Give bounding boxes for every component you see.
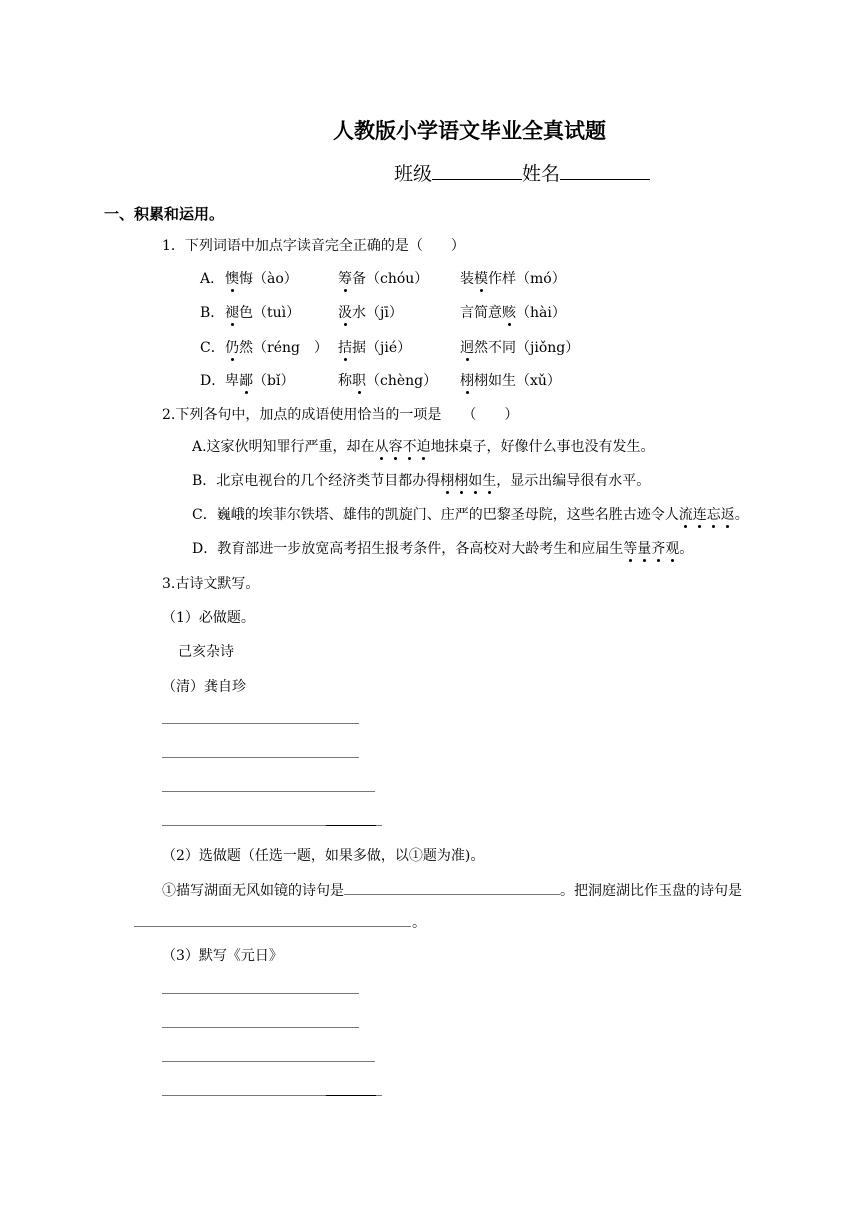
word-text: 然不同（jiǒng） — [474, 340, 580, 356]
option-c-text: C．巍峨的埃菲尔铁塔、雄伟的凯旋门、庄严的巴黎圣母院，这些名胜古迹令人 — [192, 507, 679, 523]
section-heading: 一、积累和运用。 — [104, 205, 225, 223]
dotted-char: 生 — [482, 473, 497, 489]
word-text: 据（jié） — [352, 340, 412, 356]
fill-prompt-b: 。把洞庭湖比作玉盘的诗句是 — [560, 883, 742, 899]
word-text: 栩如生（xǔ） — [474, 373, 561, 389]
word-text: 装 — [460, 271, 474, 287]
option-a-text: 地抹桌子，好像什么事也没有发生。 — [430, 439, 655, 455]
answer-line-segment — [326, 825, 376, 826]
dotted-char: 流 — [678, 507, 693, 523]
dotted-char: 赅 — [502, 305, 516, 321]
question-3-part-3: （3）默写《元日》 — [162, 948, 283, 964]
q1-word — [225, 370, 294, 390]
option-b-text: ，显示出编导很有水平。 — [496, 473, 651, 489]
q1-word — [338, 302, 403, 322]
answer-line[interactable] — [162, 1027, 359, 1028]
option-b-text: B．北京电视台的几个经济类节目都办得 — [192, 473, 441, 489]
question-2-option-a — [192, 436, 655, 456]
fill-end: 。 — [412, 915, 426, 931]
option-d-text: D．教育部进一步放宽高考招生报考条件，各高校对大龄考生和应届生 — [192, 541, 624, 557]
fill-prompt-a: ①描写湖面无风如镜的诗句是 — [162, 883, 344, 899]
dotted-char: 忘 — [706, 507, 721, 523]
word-text: 然（réng ） — [239, 340, 328, 356]
q1-word — [460, 268, 566, 288]
dotted-char: 鄙 — [239, 373, 253, 389]
word-text: 水（jī） — [352, 305, 403, 321]
word-text: 称 — [338, 373, 352, 389]
word-text: 作样（mó） — [488, 271, 566, 287]
q1-option-label — [200, 370, 225, 390]
dotted-char: 从 — [374, 439, 389, 455]
dotted-char: 观 — [665, 541, 680, 557]
poem-author: （清）龚自珍 — [162, 679, 246, 695]
option-a-text: A.这家伙明知罪行严重，却在 — [192, 439, 375, 455]
q1-option-label — [200, 302, 224, 322]
option-label: D． — [200, 373, 226, 389]
word-text: 言简意 — [460, 305, 502, 321]
question-2-option-c — [192, 504, 749, 524]
option-d-text: 。 — [679, 541, 694, 557]
dotted-char: 迥 — [460, 340, 474, 356]
class-name-row — [394, 159, 650, 186]
class-blank[interactable] — [432, 163, 522, 180]
class-label: 班级 — [394, 163, 433, 185]
dotted-char: 迫 — [416, 439, 431, 455]
q1-word — [460, 370, 561, 390]
q1-word — [460, 302, 566, 322]
option-label: A． — [200, 271, 225, 287]
option-label: B． — [200, 305, 225, 321]
q1-option-label — [200, 268, 224, 288]
question-3-part-1: （1）必做题。 — [162, 610, 255, 626]
dotted-char: 仍 — [225, 340, 239, 356]
q1-word — [338, 268, 428, 288]
fill-in-row — [162, 878, 742, 900]
dotted-char: 等 — [623, 541, 638, 557]
question-2-stem: 2.下列各句中，加点的成语使用恰当的一项是 （ ） — [162, 407, 519, 423]
page-title: 人教版小学语文毕业全真试题 — [333, 118, 606, 143]
option-label: C． — [200, 340, 225, 356]
dotted-char: 筹 — [338, 271, 352, 287]
name-blank[interactable] — [560, 163, 650, 180]
word-text: （chèng） — [366, 373, 438, 389]
word-text: 悔（ào） — [239, 271, 298, 287]
dotted-char: 齐 — [651, 541, 666, 557]
fill-blank-a[interactable] — [344, 878, 560, 895]
fill-blank-b[interactable] — [134, 926, 411, 927]
dotted-char: 栩 — [454, 473, 469, 489]
dotted-char: 汲 — [338, 305, 352, 321]
word-text: 色（tuì） — [239, 305, 301, 321]
answer-line[interactable] — [162, 1061, 375, 1062]
dotted-char: 容 — [388, 439, 403, 455]
dotted-char: 不 — [402, 439, 417, 455]
dotted-char: 如 — [468, 473, 483, 489]
option-c-text: 。 — [734, 507, 749, 523]
dotted-char: 褪 — [225, 305, 239, 321]
dotted-char: 职 — [352, 373, 366, 389]
dotted-char: 栩 — [460, 373, 474, 389]
question-3-stem: 3.古诗文默写。 — [162, 576, 260, 592]
word-text: （hài） — [516, 305, 566, 321]
question-2-option-d — [192, 538, 693, 558]
q1-word — [225, 268, 298, 288]
dotted-char: 返 — [720, 507, 735, 523]
q1-word — [338, 370, 437, 390]
answer-line[interactable] — [162, 993, 359, 994]
poem-title: 己亥杂诗 — [178, 644, 234, 660]
q1-word — [338, 337, 411, 357]
word-text: 备（chóu） — [352, 271, 429, 287]
answer-line-segment — [326, 1095, 376, 1096]
dotted-char: 连 — [692, 507, 707, 523]
answer-line[interactable] — [162, 791, 375, 792]
dotted-char: 拮 — [338, 340, 352, 356]
answer-line[interactable] — [162, 757, 359, 758]
q1-word — [225, 302, 300, 322]
q1-option-label — [200, 337, 225, 357]
dotted-char: 懊 — [225, 271, 239, 287]
question-2-option-b — [192, 470, 650, 490]
q1-word — [225, 337, 328, 357]
word-text: （bǐ） — [253, 373, 295, 389]
dotted-char: 量 — [637, 541, 652, 557]
question-1-stem: 1．下列词语中加点字读音完全正确的是（ ） — [162, 238, 465, 254]
name-label: 姓名 — [522, 163, 561, 185]
dotted-char: 模 — [474, 271, 488, 287]
question-3-part-2: （2）选做题（任选一题，如果多做，以①题为准)。 — [162, 848, 485, 864]
dotted-char: 栩 — [440, 473, 455, 489]
q1-word — [460, 337, 579, 357]
word-text: 卑 — [225, 373, 239, 389]
answer-line[interactable] — [162, 723, 359, 724]
